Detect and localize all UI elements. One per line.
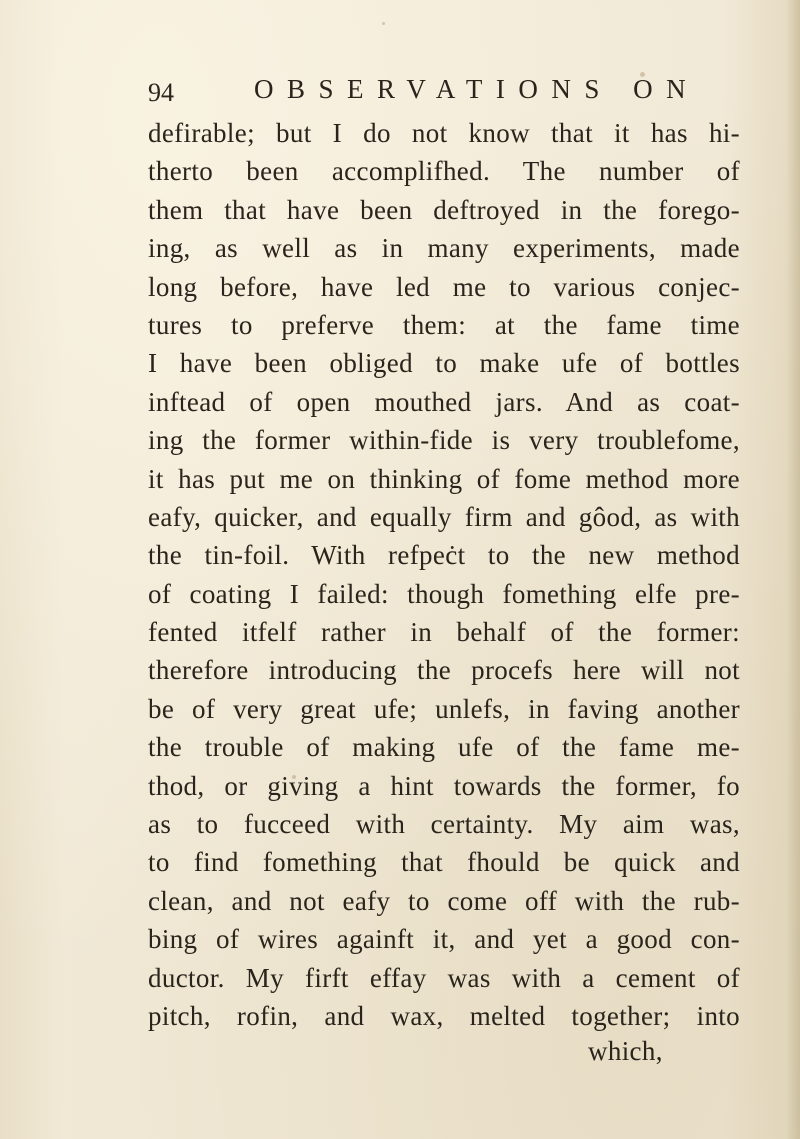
text-line: to find fomething that fhould be quick and [148,847,740,878]
text-line: therefore introducing the procefs here will not [148,655,740,686]
text-line: of coating I failed: though fomething elfe pre- [148,578,740,609]
text-line: bing of wires againft it, and yet a good con- [148,924,740,955]
text-line: the trouble of making ufe of the fame me- [148,732,740,763]
page-header [148,74,700,114]
text-line: be of very great ufe; unlefs, in faving another [148,693,740,724]
text-line: defirable; but I do not know that it has hi- [148,118,740,148]
text-line: thod, or giving a hint towards the former, fo [148,770,740,801]
paper-speck [382,22,385,25]
text-line: as to fucceed with certainty. My aim was, [148,809,740,840]
text-line: I have been obliged to make ufe of bottles [148,348,740,379]
text-line: eafy, quicker, and equally firm and gôod, as with [148,501,740,532]
page-number: 94 [148,78,174,107]
text-line: tures to preferve them: at the fame time [148,309,740,340]
text-line: pitch, rofin, and wax, melted together; into [148,1000,740,1031]
catchword: which, [588,1036,663,1066]
body-text [148,114,740,1035]
text-line: ing, as well as in many experiments, made [148,233,740,264]
text-line: fented itfelf rather in behalf of the former: [148,617,740,648]
running-head: OBSERVATIONS ON [254,74,700,104]
text-line: inftead of open mouthed jars. And as coat- [148,386,740,417]
text-line: ing the former within-fide is very troublefome, [148,425,740,456]
text-line: it has put me on thinking of fome method more [148,463,740,494]
page-edge-shadow [786,0,800,1139]
text-line: them that have been deftroyed in the forego- [148,194,740,225]
text-line: ductor. My firft effay was with a cement of [148,962,740,993]
text-line: therto been accomplifhed. The number of [148,156,740,187]
text-line: the tin-foil. With refpeċt to the new method [148,540,740,571]
text-line: clean, and not eafy to come off with the rub- [148,885,740,916]
text-line: long before, have led me to various conjec- [148,271,740,302]
